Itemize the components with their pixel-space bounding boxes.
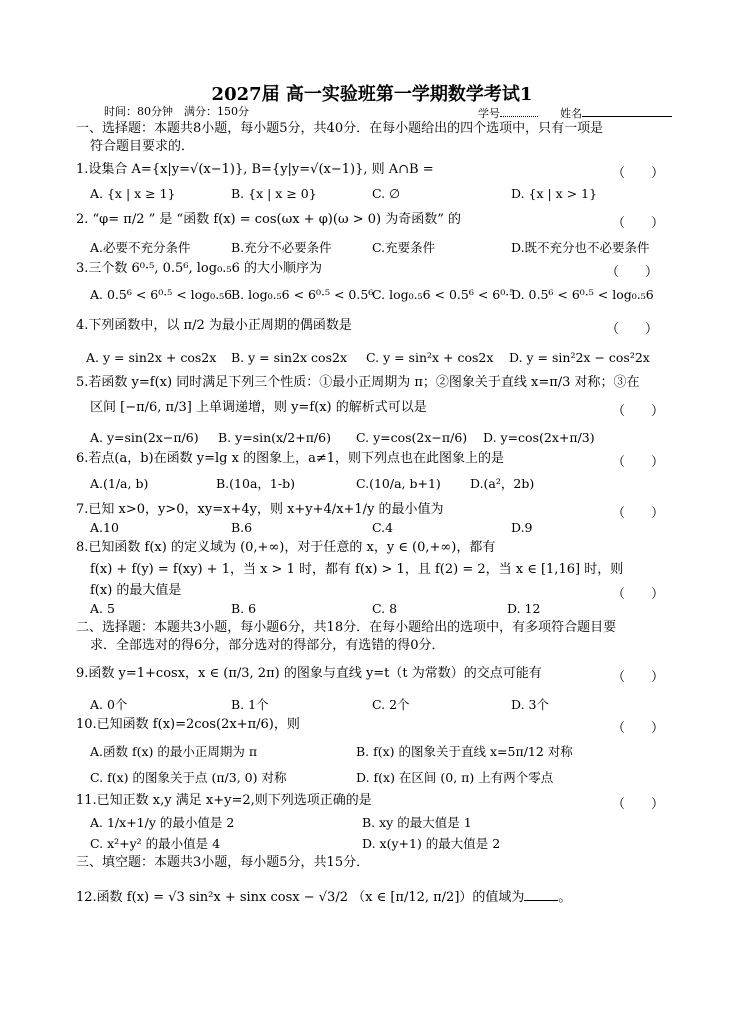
q12-answer-blank[interactable] — [524, 888, 558, 901]
q7-option-c[interactable]: C.4 — [372, 520, 394, 535]
q3-answer-box[interactable]: （ ） — [606, 265, 659, 280]
section2-heading: 二、选择题：本题共3小题，每小题6分，共18分．在每小题给出的选项中，有多项符合题目要 — [76, 620, 617, 635]
q3-option-b[interactable]: B. log₀.₅6 < 6⁰·⁵ < 0.5⁶ — [231, 287, 374, 302]
q8-option-b[interactable]: B. 6 — [231, 601, 257, 616]
q11-answer-box[interactable]: （ ） — [612, 797, 665, 812]
q11-option-b[interactable]: B. xy 的最大值是 1 — [362, 815, 472, 830]
student-no-field[interactable] — [478, 104, 538, 122]
q6-option-d[interactable]: D.(a²，2b) — [470, 476, 535, 491]
q6-answer-box[interactable]: （ ） — [612, 455, 665, 470]
section3-heading: 三、填空题：本题共3小题，每小题5分，共15分． — [76, 855, 370, 870]
q2-option-b[interactable]: B.充分不必要条件 — [231, 240, 332, 255]
q4-option-b[interactable]: B. y = sin2x cos2x — [231, 350, 347, 365]
q1-option-c[interactable]: C. ∅ — [372, 186, 400, 201]
q5-option-b[interactable]: B. y=sin(x/2+π/6) — [218, 430, 331, 445]
q5-option-d[interactable]: D. y=cos(2x+π/3) — [483, 430, 595, 445]
q11-option-c[interactable]: C. x²+y² 的最小值是 4 — [90, 836, 221, 851]
q6-option-a[interactable]: A.(1/a, b) — [90, 476, 149, 491]
q6-option-c[interactable]: C.(10/a, b+1) — [356, 476, 441, 491]
q11-option-a[interactable]: A. 1/x+1/y 的最小值是 2 — [90, 815, 235, 830]
section1-heading-cont: 符合题目要求的． — [90, 139, 195, 154]
q10-option-d[interactable]: D. f(x) 在区间 (0, π) 上有两个零点 — [356, 770, 554, 785]
q11-stem: 11.已知正数 x,y 满足 x+y=2,则下列选项正确的是 — [76, 793, 372, 808]
q7-option-d[interactable]: D.9 — [511, 520, 533, 535]
q8-answer-box[interactable]: （ ） — [612, 587, 665, 602]
q2-option-a[interactable]: A.必要不充分条件 — [90, 240, 191, 255]
q1-option-d[interactable]: D. {x | x > 1} — [511, 186, 598, 201]
q1-option-b[interactable]: B. {x | x ≥ 0} — [231, 186, 317, 201]
q5-option-a[interactable]: A. y=sin(2x−π/6) — [90, 430, 199, 445]
q10-option-a[interactable]: A.函数 f(x) 的最小正周期为 π — [90, 744, 258, 759]
q7-option-a[interactable]: A.10 — [90, 520, 119, 535]
q3-option-c[interactable]: C. log₀.₅6 < 0.5⁶ < 6⁰·⁵ — [372, 287, 515, 302]
q6-option-b[interactable]: B.(10a，1-b) — [216, 476, 295, 491]
q1-option-a[interactable]: A. {x | x ≥ 1} — [90, 186, 176, 201]
q6-stem: 6.若点(a，b)在函数 y=lg x 的图象上，a≠1，则下列点也在此图象上的是 — [76, 451, 504, 466]
q10-answer-box[interactable]: （ ） — [612, 721, 665, 736]
q8-stem-line2: f(x) + f(y) = f(xy) + 1，当 x > 1 时，都有 f(x) > 1，且 f(2) = 2，当 x ∈ [1,16] 时，则 — [90, 562, 624, 577]
q9-option-d[interactable]: D. 3个 — [511, 697, 549, 712]
q4-option-c[interactable]: C. y = sin²x + cos2x — [366, 350, 494, 365]
name-field[interactable] — [560, 104, 672, 122]
q9-option-a[interactable]: A. 0个 — [90, 697, 128, 712]
q8-option-c[interactable]: C. 8 — [372, 601, 398, 616]
q7-stem: 7.已知 x>0，y>0，xy=x+4y，则 x+y+4/x+1/y 的最小值为 — [76, 502, 444, 517]
q4-stem: 4.下列函数中，以 π/2 为最小正周期的偶函数是 — [76, 318, 352, 333]
q3-stem: 3.三个数 6⁰·⁵, 0.5⁶, log₀.₅6 的大小顺序为 — [76, 261, 323, 276]
q7-option-b[interactable]: B.6 — [231, 520, 253, 535]
q8-option-a[interactable]: A. 5 — [90, 601, 115, 616]
q5-option-c[interactable]: C. y=cos(2x−π/6) — [356, 430, 468, 445]
q4-answer-box[interactable]: （ ） — [606, 322, 659, 337]
q5-stem: 5.若函数 y=f(x) 同时满足下列三个性质：①最小正周期为 π；②图象关于直线 x=π/3 对称；③在 — [76, 375, 640, 390]
section1-heading: 一、选择题：本题共8小题，每小题5分，共40分．在每小题给出的四个选项中，只有一项是 — [76, 121, 604, 136]
q10-option-b[interactable]: B. f(x) 的图象关于直线 x=5π/12 对称 — [356, 744, 573, 759]
q2-stem: 2. “φ= π/2 ” 是 “函数 f(x) = cos(ωx + φ)(ω > 0) 为奇函数” 的 — [76, 212, 461, 227]
q12-stem — [76, 888, 571, 906]
student-no-label: 学号 — [478, 107, 500, 120]
q9-answer-box[interactable]: （ ） — [612, 670, 665, 685]
q4-option-d[interactable]: D. y = sin²2x − cos²2x — [509, 350, 650, 365]
q8-stem: 8.已知函数 f(x) 的定义域为 (0,+∞)，对于任意的 x，y ∈ (0,+∞)，都有 — [76, 540, 496, 555]
q3-option-a[interactable]: A. 0.5⁶ < 6⁰·⁵ < log₀.₅6 — [90, 287, 233, 302]
q2-option-c[interactable]: C.充要条件 — [372, 240, 436, 255]
name-label: 姓名 — [560, 107, 582, 120]
q3-option-d[interactable]: D. 0.5⁶ < 6⁰·⁵ < log₀.₅6 — [511, 287, 654, 302]
exam-title: 2027届 高一实验班第一学期数学考试1 — [211, 84, 533, 105]
q2-option-d[interactable]: D.既不充分也不必要条件 — [511, 240, 650, 255]
q1-answer-box[interactable]: （ ） — [612, 166, 665, 181]
section2-heading-cont: 求．全部选对的得6分，部分选对的得部分，有选错的得0分． — [90, 638, 445, 653]
q10-stem: 10.已知函数 f(x)=2cos(2x+π/6)，则 — [76, 717, 300, 732]
exam-time-score: 时间：80分钟 满分：150分 — [104, 105, 249, 118]
q12-end: 。 — [558, 890, 572, 905]
q8-option-d[interactable]: D. 12 — [507, 601, 541, 616]
q5-stem-cont: 区间 [−π/6, π/3] 上单调递增，则 y=f(x) 的解析式可以是 — [90, 400, 427, 415]
q9-stem: 9.函数 y=1+cosx，x ∈ (π/3, 2π) 的图象与直线 y=t（t 为常数）的交点可能有 — [76, 666, 542, 681]
q12-text: 12.函数 f(x) = √3 sin²x + sinx cosx − √3/2 （x ∈ [π/12, π/2]）的值域为 — [76, 890, 525, 905]
q5-answer-box[interactable]: （ ） — [612, 404, 665, 419]
q1-stem: 1.设集合 A={x|y=√(x−1)}, B={y|y=√(x−1)}, 则 A∩B = — [76, 162, 434, 177]
q9-option-c[interactable]: C. 2个 — [372, 697, 410, 712]
q10-option-c[interactable]: C. f(x) 的图象关于点 (π/3, 0) 对称 — [90, 770, 287, 785]
q8-stem-line3: f(x) 的最大值是 — [90, 583, 182, 598]
q9-option-b[interactable]: B. 1个 — [231, 697, 269, 712]
q11-option-d[interactable]: D. x(y+1) 的最大值是 2 — [362, 836, 501, 851]
q2-answer-box[interactable]: （ ） — [612, 216, 665, 231]
q4-option-a[interactable]: A. y = sin2x + cos2x — [86, 350, 217, 365]
q7-answer-box[interactable]: （ ） — [612, 506, 665, 521]
